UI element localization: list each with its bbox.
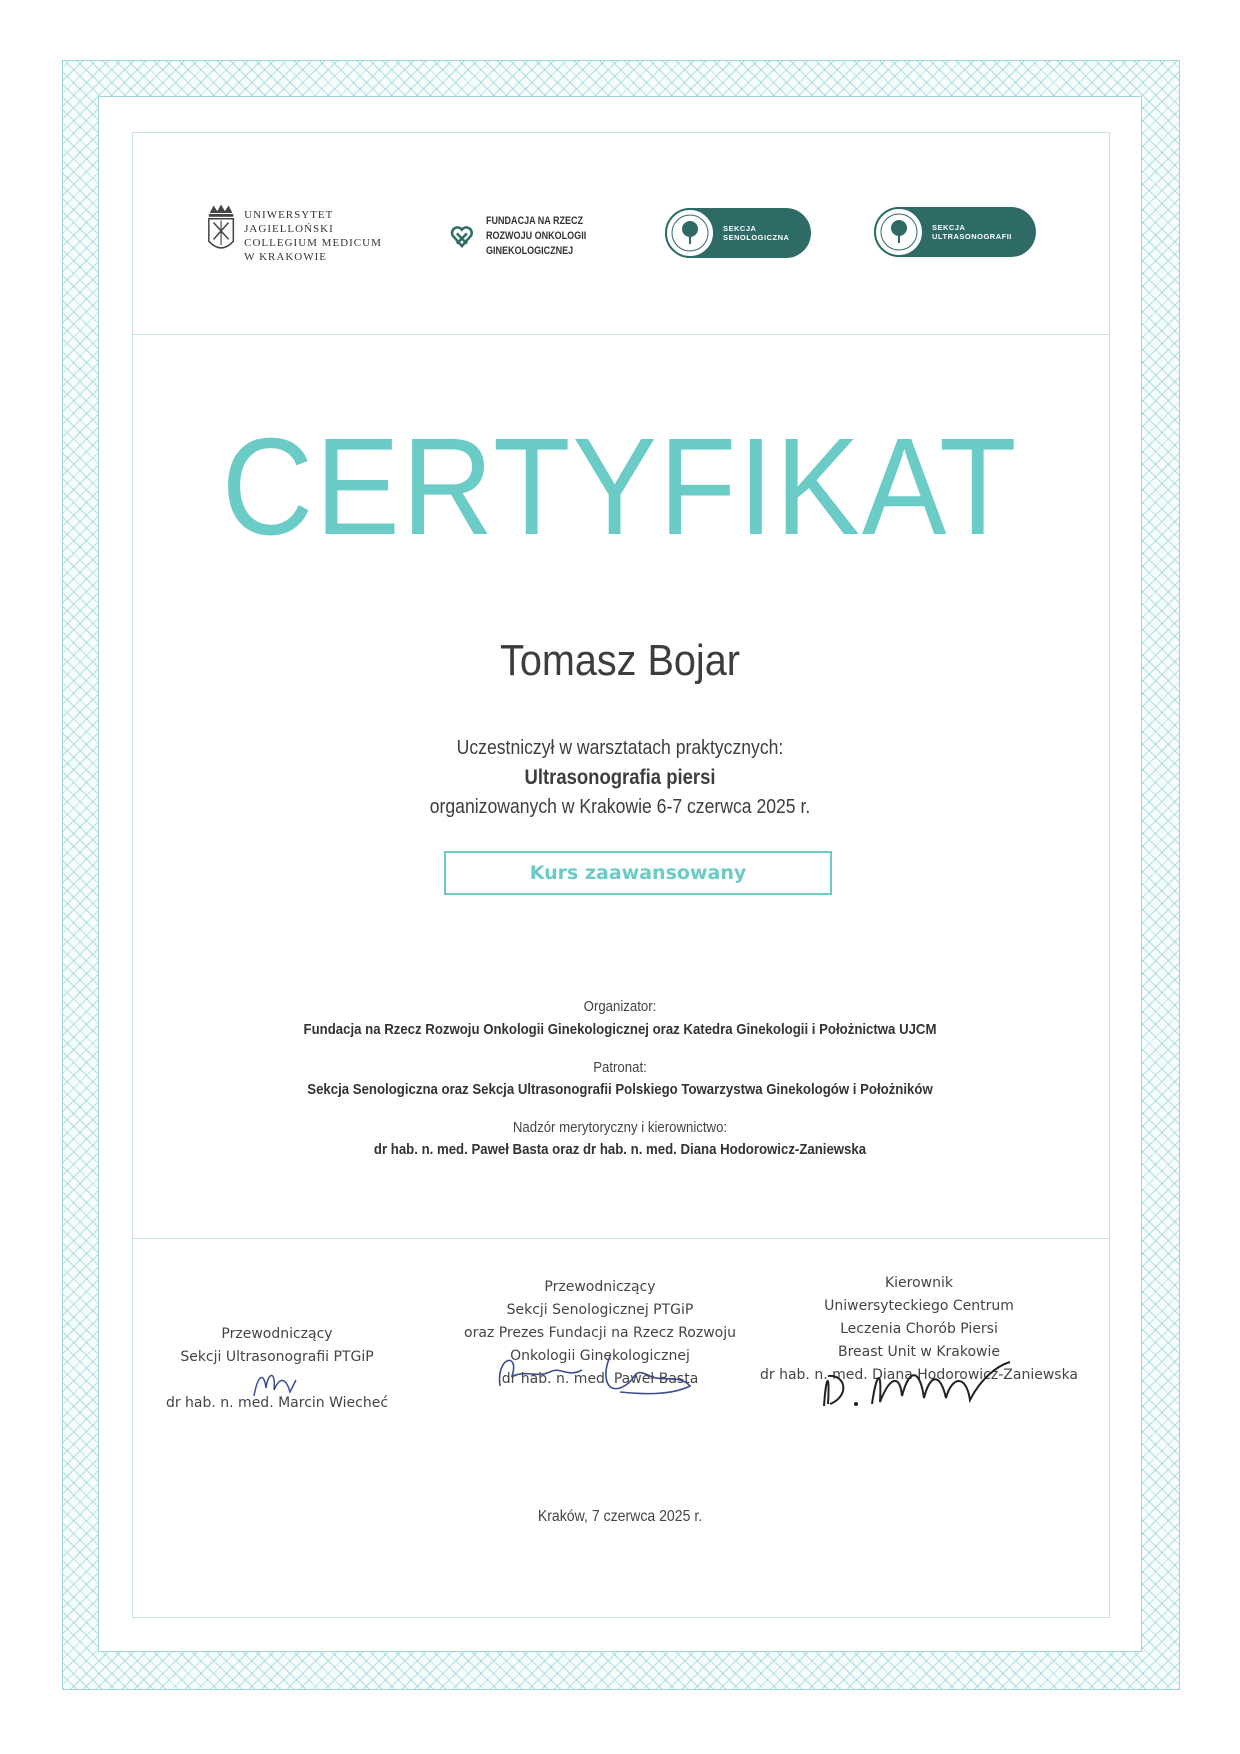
fundacja-line-3: GINEKOLOGICZNEJ xyxy=(485,244,573,257)
supervision-value: dr hab. n. med. Paweł Basta oraz dr hab. n. med. Diana Hodorowicz-Zaniewska xyxy=(373,1141,867,1158)
signature-divider xyxy=(132,1238,1110,1239)
crown-shield-icon xyxy=(206,202,236,258)
signature-role-line: oraz Prezes Fundacji na Rzecz Rozwoju xyxy=(464,1325,736,1341)
signature-name: dr hab. n. med. Diana Hodorowicz-Zaniewska xyxy=(759,1367,1079,1383)
signature-role-line: Sekcji Senologicznej PTGiP xyxy=(506,1302,694,1318)
fundacja-line-1: FUNDACJA NA RZECZ xyxy=(485,214,583,227)
signature-name: dr hab. n. med. Paweł Basta xyxy=(501,1371,699,1387)
fundacja-line-2: ROZWOJU ONKOLOGII xyxy=(485,229,586,242)
signature-role-line: Onkologii Ginekologicznej xyxy=(510,1348,690,1364)
place-date: Kraków, 7 czerwca 2025 r. xyxy=(537,1508,703,1525)
course-name: Ultrasonografia piersi xyxy=(524,766,716,789)
sek1-line-2: SENOLOGICZNA xyxy=(723,233,790,242)
sekcja-senologiczna-text xyxy=(715,224,789,242)
sek2-line-1: SEKCJA xyxy=(932,223,966,232)
uj-line-3: W KRAKOWIE xyxy=(244,251,327,263)
sekcja-ultrasonografii-logo xyxy=(874,207,1036,257)
heart-ribbon-icon xyxy=(448,214,476,258)
signature-name: dr hab. n. med. Marcin Wiecheć xyxy=(165,1395,389,1411)
uj-line-2: COLLEGIUM MEDICUM xyxy=(244,237,382,249)
patronage-label: Patronat: xyxy=(593,1059,647,1076)
handwritten-signature xyxy=(820,1356,1020,1416)
course-dates: organizowanych w Krakowie 6-7 czerwca 2025 r. xyxy=(429,796,811,818)
signature-role-line: Breast Unit w Krakowie xyxy=(838,1344,1000,1360)
header-divider xyxy=(132,334,1110,335)
handwritten-signature xyxy=(250,1366,300,1402)
fundacja-logo xyxy=(448,210,608,262)
uj-cm-logo-text xyxy=(244,202,416,262)
signature-role-line: Przewodniczący xyxy=(221,1326,333,1342)
certificate-title: CERTYFIKAT xyxy=(221,410,1019,564)
sekcja-senologiczna-logo xyxy=(665,208,811,258)
tree-seal-icon xyxy=(665,208,715,258)
fundacja-logo-text xyxy=(486,214,586,259)
signature-role-line: Sekcji Ultrasonografii PTGiP xyxy=(180,1349,374,1365)
course-level-badge: Kurs zaawansowany xyxy=(444,851,832,895)
tree-seal-icon xyxy=(874,207,924,257)
signature-role-line: Przewodniczący xyxy=(544,1279,656,1295)
signature-role-line: Uniwersyteckiego Centrum xyxy=(824,1298,1014,1314)
signature-role-line: Kierownik xyxy=(884,1275,954,1291)
organizer-label: Organizator: xyxy=(583,998,657,1015)
participation-line: Uczestniczył w warsztatach praktycznych: xyxy=(456,737,784,759)
sekcja-usg-text xyxy=(924,223,1012,241)
supervision-label: Nadzór merytoryczny i kierownictwo: xyxy=(512,1119,728,1136)
signature-role-line: Leczenia Chorób Piersi xyxy=(840,1321,998,1337)
handwritten-signature xyxy=(490,1346,700,1402)
patronage-value: Sekcja Senologiczna oraz Sekcja Ultrasonografii Polskiego Towarzystwa Ginekologów i Położników xyxy=(307,1081,933,1098)
sek1-line-1: SEKCJA xyxy=(723,224,757,233)
uj-line-1: UNIWERSYTET JAGIELLOŃSKI xyxy=(244,209,334,235)
recipient-name: Tomasz Bojar xyxy=(500,636,740,685)
sek2-line-2: ULTRASONOGRAFII xyxy=(932,232,1012,241)
uj-cm-logo xyxy=(206,202,416,262)
organizer-value: Fundacja na Rzecz Rozwoju Onkologii Ginekologicznej oraz Katedra Ginekologii i Położnictwa UJCM xyxy=(303,1021,937,1038)
